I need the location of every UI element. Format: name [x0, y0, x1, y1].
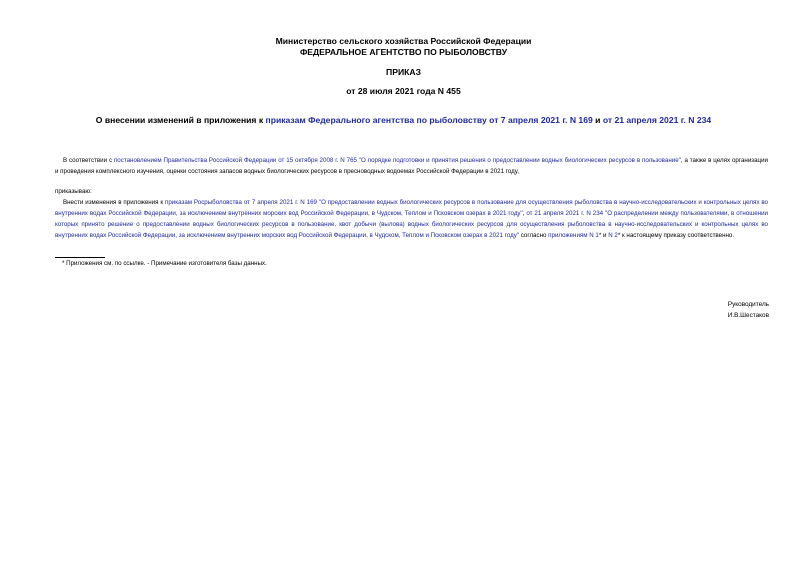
para2-text-3: согласно — [519, 232, 549, 239]
para1-text-1: В соответствии с — [63, 157, 114, 164]
signature-name: И.В.Шестаков — [727, 312, 769, 319]
para2-link-order-169[interactable]: приказам Росрыболовства от 7 апреля 2021 г. N 169 "О предоставлении водных биологических ресурсов в пользование для осуществления рыболовства в научно-исследовательских и контрольных целях во внутренних водах Российской Федерации, за исключением внутренних морских вод Российской Федерации, в Чудском, Теплом и Псковском озерах в 2021 году" — [55, 199, 768, 217]
footnote: * Приложения см. по ссылке. - Примечание изготовителя базы данных. — [62, 260, 267, 267]
para1-text-2: , а также в целях организации и проведения комплексного изучения, оценки состояния запасов водных биологических ресурсов в пресноводных водоемах Российской Федерации в 2021 году, — [55, 157, 769, 175]
agency-heading: ФЕДЕРАЛЬНОЕ АГЕНТСТВО ПО РЫБОЛОВСТВУ — [299, 47, 508, 57]
para2-text-2: , — [522, 210, 527, 217]
document-title — [0, 115, 807, 125]
title-prefix: О внесении изменений в приложения к — [95, 115, 266, 125]
para2-text-1: Внести изменения в приложения к — [63, 199, 166, 206]
para2-text-4: * и — [598, 232, 609, 239]
para1-link-resolution[interactable]: постановлением Правительства Российской Федерации от 15 октября 2008 г. N 765 "О порядке подготовки и принятия решения о предоставлении водных биологических ресурсов в пользование" — [113, 157, 681, 164]
title-link-order-234[interactable]: от 21 апреля 2021 г. N 234 — [602, 115, 712, 125]
order-word: приказываю: — [55, 188, 92, 195]
para2-text-5: * к настоящему приказу соответственно. — [617, 232, 735, 239]
para2-link-appendix-1[interactable]: приложениям N 1 — [548, 232, 599, 239]
paragraph-basis — [55, 155, 768, 177]
footnote-divider — [55, 257, 105, 258]
doc-type-heading: ПРИКАЗ — [386, 67, 421, 77]
date-number: от 28 июля 2021 года N 455 — [346, 86, 461, 96]
signature-position: Руководитель — [727, 301, 769, 308]
title-middle: и — [592, 115, 603, 125]
ministry-heading: Министерство сельского хозяйства Российской Федерации — [275, 36, 532, 46]
para2-link-appendix-2[interactable]: N 2 — [608, 232, 618, 239]
title-link-order-169[interactable]: приказам Федерального агентства по рыболовству от 7 апреля 2021 г. N 169 — [265, 115, 593, 125]
paragraph-order — [55, 197, 768, 241]
para2-link-order-234[interactable]: от 21 апреля 2021 г. N 234 "О распределении между пользователями, в отношении которых принято решение о предоставлении водных биологических ресурсов в пользование, квот добычи (вылова) водных биологических ресурсов для осуществления рыболовства в научно-исследовательских и контрольных целях во внутренних водах Российской Федерации, за исключением внутренних морских вод Российской Федерации, в Чудском, Теплом и Псковском озерах в 2021 году" — [55, 210, 768, 239]
